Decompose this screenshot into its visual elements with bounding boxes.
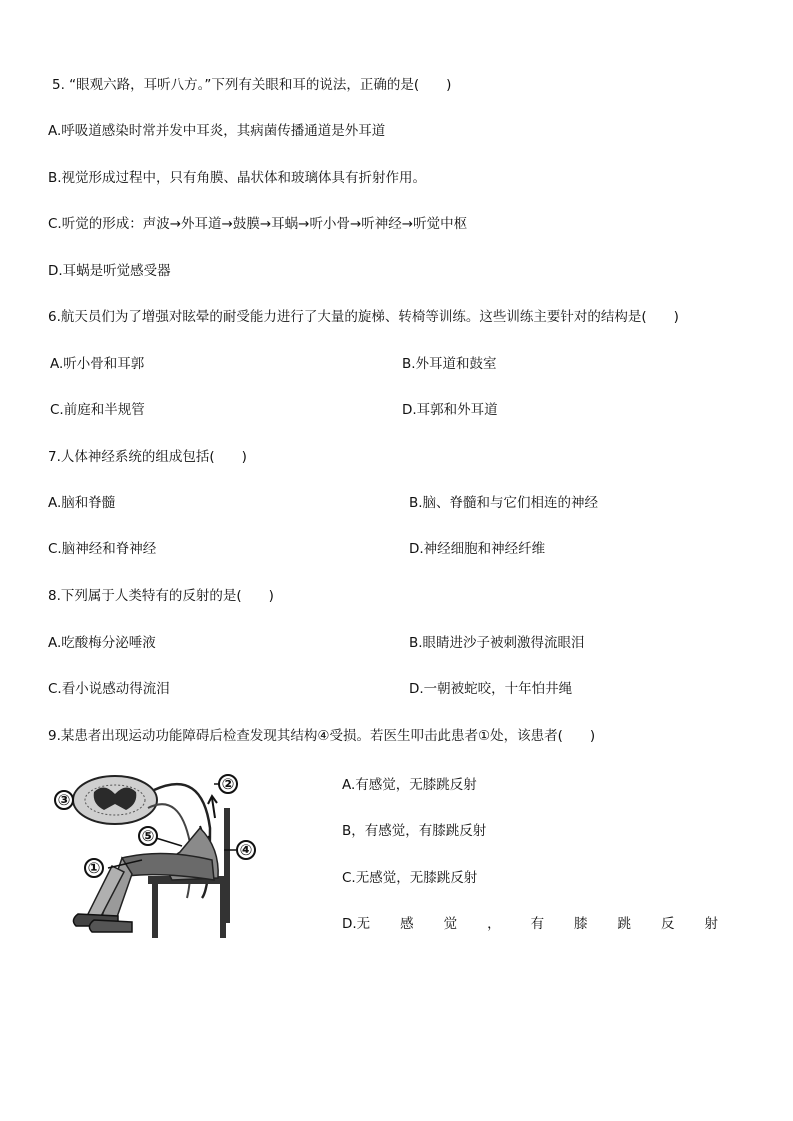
q9-option-d-part: 射 (704, 916, 718, 932)
q9-option-d-part: 跳 (617, 916, 631, 932)
q5-option-c: C.听觉的形成：声波→外耳道→鼓膜→耳蜗→听小骨→听神经→听觉中枢 (48, 216, 468, 232)
q8-option-c: C.看小说感动得流泪 (48, 681, 170, 697)
q8-option-b: B.眼睛进沙子被刺激得流眼泪 (409, 635, 585, 651)
q5-option-d: D.耳蜗是听觉感受器 (48, 263, 171, 279)
q6-option-d: D.耳郭和外耳道 (402, 402, 498, 418)
q7-option-c: C.脑神经和脊神经 (48, 541, 157, 557)
q7-option-a: A.脑和脊髓 (48, 495, 116, 511)
q7-stem: 7.人体神经系统的组成包括( ) (48, 449, 247, 465)
q6-option-a: A.听小骨和耳郭 (50, 356, 145, 372)
q9-option-d (342, 915, 718, 933)
label-2: ② (221, 775, 235, 793)
q9-option-d-part: 反 (660, 916, 675, 932)
q9-option-d-part: D.无 (342, 916, 371, 932)
q6-option-c: C.前庭和半规管 (50, 402, 145, 418)
q9-option-b: B，有感觉，有膝跳反射 (342, 823, 487, 839)
q8-stem: 8.下列属于人类特有的反射的是( ) (48, 588, 274, 604)
q9-option-d-part: 膝 (574, 916, 588, 932)
q5-stem: 5. “眼观六路，耳听八方。”下列有关眼和耳的说法，正确的是( ) (52, 77, 452, 93)
q9-option-d-part: 觉 (443, 916, 458, 932)
q9-stem: 9.某患者出现运动功能障碍后检查发现其结构④受损。若医生叩击此患者①处，该患者( ) (48, 728, 596, 744)
q5-option-b: B.视觉形成过程中，只有角膜、晶状体和玻璃体具有折射作用。 (48, 170, 427, 186)
knee-jerk-reflex-figure (52, 768, 264, 938)
q6-option-b: B.外耳道和鼓室 (402, 356, 497, 372)
q6-stem: 6.航天员们为了增强对眩晕的耐受能力进行了大量的旋梯、转椅等训练。这些训练主要针对的结构是( ) (48, 309, 679, 325)
q5-option-a: A.呼吸道感染时常并发中耳炎，其病菌传播通道是外耳道 (48, 123, 386, 139)
label-3: ③ (57, 791, 71, 809)
label-1: ① (87, 859, 101, 877)
label-5: ⑤ (141, 827, 155, 845)
q7-option-d: D.神经细胞和神经纤维 (409, 541, 546, 557)
q7-option-b: B.脑、脊髓和与它们相连的神经 (409, 495, 599, 511)
q9-option-d-part: ， (487, 916, 501, 932)
q8-option-d: D.一朝被蛇咬，十年怕井绳 (409, 681, 573, 697)
q8-option-a: A.吃酸梅分泌唾液 (48, 635, 156, 651)
label-4: ④ (239, 841, 253, 859)
q9-option-c: C.无感觉，无膝跳反射 (342, 870, 478, 886)
q9-option-d-part: 感 (400, 916, 414, 932)
q9-option-a: A.有感觉，无膝跳反射 (342, 777, 477, 793)
q9-option-d-part: 有 (530, 916, 545, 932)
